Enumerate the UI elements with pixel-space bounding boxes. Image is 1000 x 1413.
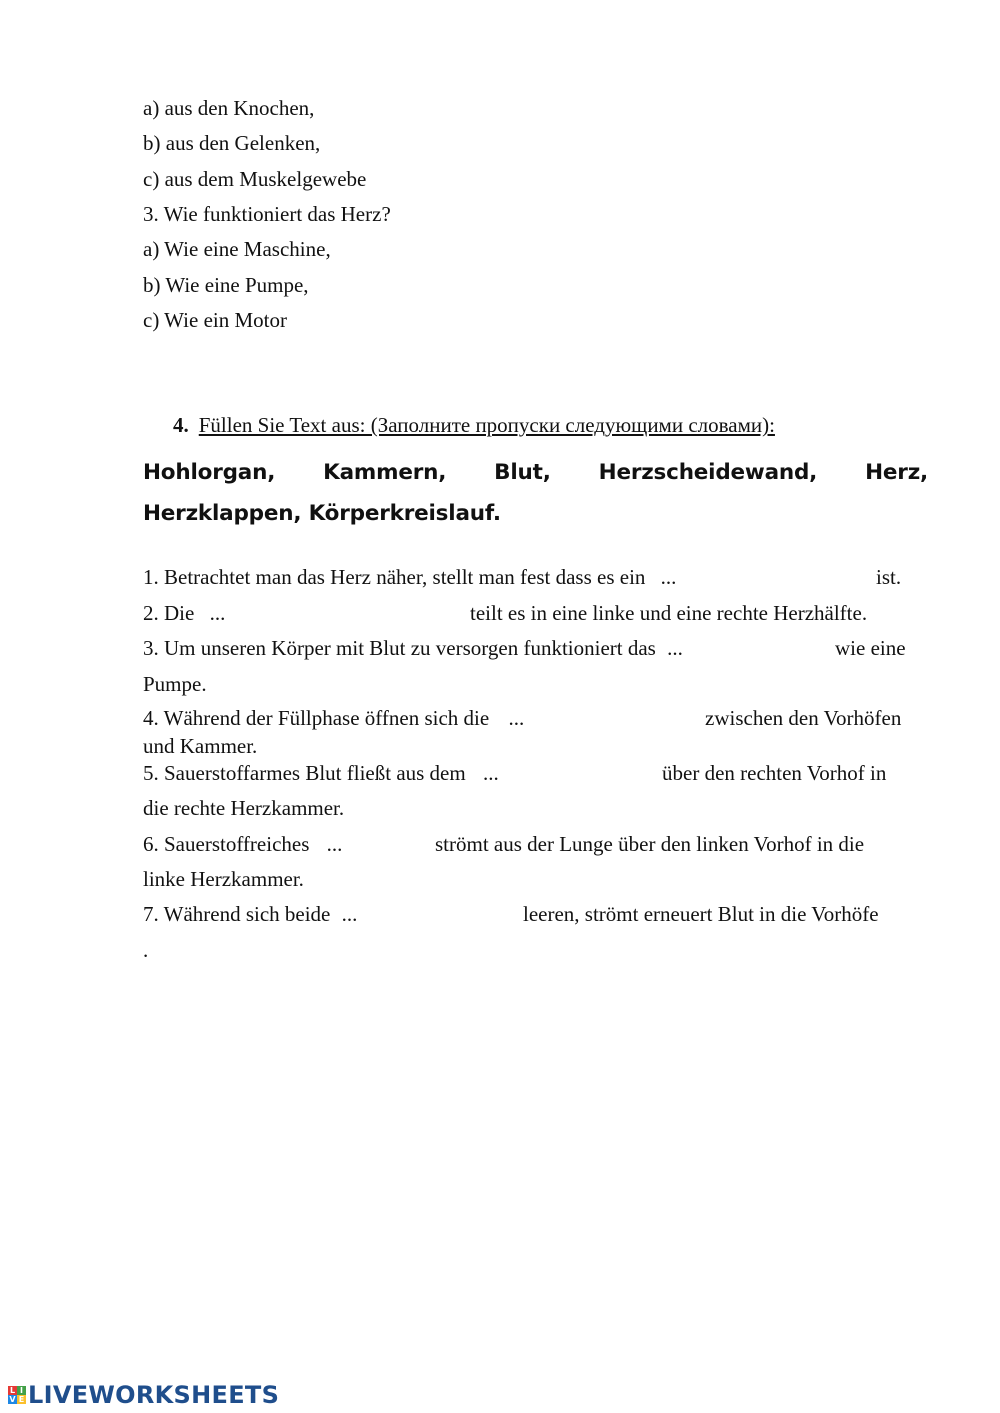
option-b-pumpe: b) Wie eine Pumpe,: [143, 273, 309, 297]
sentence-5-text: 5. Sauerstoffarmes Blut fließt aus dem: [143, 761, 466, 785]
sentence-6-continued: linke Herzkammer.: [143, 867, 304, 891]
option-b-gelenken: b) aus den Gelenken,: [143, 131, 321, 155]
option-a-knochen: a) aus den Knochen,: [143, 96, 315, 120]
blank-1[interactable]: ...: [660, 565, 677, 589]
sentence-7-continued: .: [143, 938, 149, 962]
logo-mark-letter: V: [9, 1395, 16, 1404]
liveworksheets-logo: [8, 1381, 279, 1409]
blank-4[interactable]: ...: [508, 706, 525, 730]
sentence-2: [143, 600, 225, 626]
logo-mark-icon: [8, 1386, 26, 1404]
blank-7[interactable]: ...: [341, 902, 358, 926]
sentence-5-end: über den rechten Vorhof in: [662, 761, 887, 785]
option-a-maschine: a) Wie eine Maschine,: [143, 237, 331, 261]
sentence-6: [143, 831, 342, 857]
logo-mark-letter: L: [9, 1386, 16, 1395]
sentence-4-end: zwischen den Vorhöfen: [705, 706, 902, 730]
sentence-3-end: wie eine: [835, 636, 906, 660]
logo-mark-letter: I: [17, 1386, 26, 1395]
sentence-4-continued: und Kammer.: [143, 734, 258, 758]
logo-text: LIVEWORKSHEETS: [28, 1381, 280, 1409]
sentence-1-end: ist.: [876, 565, 902, 589]
blank-5[interactable]: ...: [482, 761, 499, 785]
sentence-6-end: strömt aus der Lunge über den linken Vorhof in die: [435, 832, 865, 856]
question-3: 3. Wie funktioniert das Herz?: [143, 202, 391, 226]
option-c-muskelgewebe: c) aus dem Muskelgewebe: [143, 167, 367, 191]
sentence-2-text: 2. Die: [143, 601, 195, 625]
sentence-5: [143, 760, 499, 786]
logo-mark-letter: E: [18, 1395, 25, 1404]
sentence-1-text: 1. Betrachtet man das Herz näher, stellt man fest dass es ein: [143, 565, 646, 589]
sentence-1: [143, 564, 676, 590]
sentence-7-text: 7. Während sich beide: [143, 902, 331, 926]
blank-6[interactable]: ...: [326, 832, 343, 856]
word-bank: Hohlorgan, Kammern, Blut, Herzscheidewand, Herz, Herzklappen, Körperkreislauf.: [143, 460, 928, 526]
sentence-5-continued: die rechte Herzkammer.: [143, 796, 345, 820]
task-4-number: 4.: [173, 413, 189, 437]
blank-2[interactable]: ...: [209, 601, 226, 625]
sentence-7-end: leeren, strömt erneuert Blut in die Vorhöfe: [523, 902, 879, 926]
sentence-3-text: 3. Um unseren Körper mit Blut zu versorgen funktioniert das: [143, 636, 656, 660]
sentence-4-text: 4. Während der Füllphase öffnen sich die: [143, 706, 490, 730]
task-4-heading: [173, 412, 775, 438]
sentence-3-continued: Pumpe.: [143, 672, 207, 696]
sentence-4: [143, 705, 524, 731]
blank-3[interactable]: ...: [667, 636, 683, 660]
sentence-6-text: 6. Sauerstoffreiches: [143, 832, 310, 856]
sentence-7: [143, 901, 357, 927]
sentence-3: [143, 635, 683, 661]
sentence-2-end: teilt es in eine linke und eine rechte Herzhälfte.: [470, 601, 868, 625]
task-4-title: Füllen Sie Text aus: (Заполните пропуски следующими словами):: [198, 413, 775, 437]
option-c-motor: c) Wie ein Motor: [143, 308, 287, 332]
